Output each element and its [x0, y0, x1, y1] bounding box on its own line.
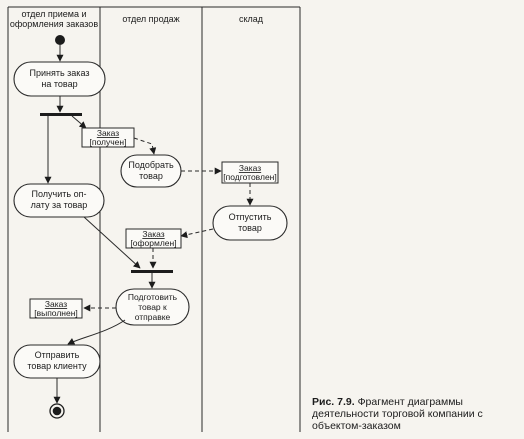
flow-fork-to-order-received	[72, 116, 86, 128]
flow-order-received-to-pick	[134, 138, 154, 154]
activity-prepare-shipment-line2: товар к	[138, 302, 167, 312]
activity-prepare-shipment-line1: Подготовить	[127, 292, 178, 302]
lane-header-reception-line2: оформления заказов	[9, 19, 99, 29]
activity-release-goods-line1: Отпустить	[228, 212, 272, 222]
activity-receive-payment-line2: лату за товар	[30, 200, 88, 210]
figure-caption-text: Фрагмент диаграммы деятельности торговой компании с объектом-заказом	[312, 396, 483, 432]
figure-caption-label: Рис. 7.9.	[312, 396, 355, 408]
activity-send-goods-line2: товар клиенту	[27, 361, 87, 371]
object-order-done-name: Заказ	[44, 299, 68, 309]
activity-receive-payment-line1: Получить оп-	[31, 189, 87, 199]
object-order-received-name: Заказ	[96, 128, 120, 138]
activity-release-goods-line2: товар	[238, 223, 262, 233]
initial-node	[55, 35, 65, 45]
activity-accept-order-line2: на товар	[41, 79, 78, 89]
lane-header-reception-line1: отдел приема и	[21, 9, 87, 19]
activity-accept-order-line1: Принять заказ	[29, 68, 90, 78]
figure-caption	[312, 396, 517, 432]
object-order-formed-name: Заказ	[142, 229, 165, 239]
join-bar	[131, 270, 173, 273]
object-order-prepared-state: [подготовлен]	[223, 172, 277, 182]
lane-header-sales: отдел продаж	[122, 14, 180, 24]
fork-bar	[40, 113, 82, 116]
object-order-received-state: [получен]	[89, 137, 127, 147]
object-order-prepared-name: Заказ	[238, 163, 262, 173]
flow-prepare-to-send	[68, 320, 125, 344]
activity-pick-goods-line1: Подобрать	[128, 160, 174, 170]
flow-release-to-order-formed	[181, 229, 213, 236]
object-order-done-state: [выполнен]	[34, 308, 78, 318]
final-node	[53, 407, 62, 416]
activity-prepare-shipment-line3: отправке	[134, 312, 171, 322]
activity-send-goods-line1: Отправить	[34, 350, 80, 360]
object-order-formed-state: [оформлен]	[130, 238, 177, 248]
activity-pick-goods-line2: товар	[139, 171, 163, 181]
lane-header-warehouse: склад	[238, 14, 264, 24]
